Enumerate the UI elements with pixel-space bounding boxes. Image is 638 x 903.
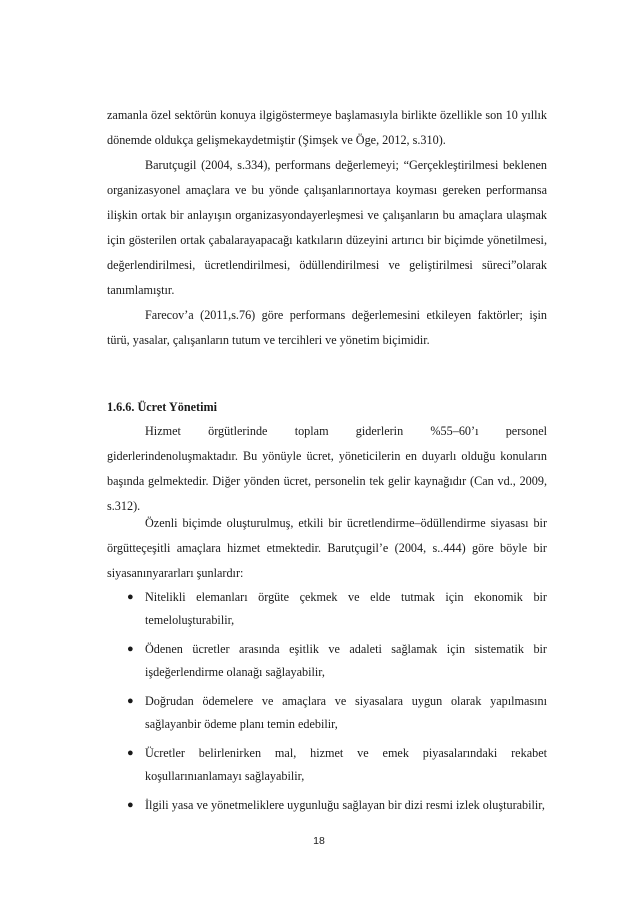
- list-item: [107, 690, 547, 736]
- list-item-text: Nitelikli elemanları örgüte çekmek ve elde tutmak için ekonomik bir temeloluşturabilir,: [145, 590, 547, 627]
- paragraph-intro: zamanla özel sektörün konuya ilgigöstermeye başlamasıyla birlikte özellikle son 10 yıllık dönemde oldukça gelişmekaydetmiştir (Şimşek ve Öge, 2012, s.310).: [107, 108, 547, 147]
- bullet-icon: ●: [127, 643, 134, 655]
- list-item: [107, 794, 547, 817]
- list-item-text: Ödenen ücretler arasında eşitlik ve adaleti sağlamak için sistematik bir işdeğerlendirme olanağı sağlayabilir,: [145, 642, 547, 679]
- page-number: 18: [313, 835, 325, 847]
- list-item: [107, 638, 547, 684]
- paragraph-barutcugil-definition: Barutçugil (2004, s.334), performans değerlemeyi; “Gerçekleştirilmesi beklenen organizasyonel amaçlara ve bu yönde çalışanlarınortaya koyması gereken performansa ilişkin ortak bir anlayışın organizasyondayerleşmesi ve çalışanların bu amaçlara ulaşmak için gösterilen ortak çabalarayapacağı katkıların düzeyini artırıcı bir biçimde yönetilmesi, değerlendirilmesi, ücretlendirilmesi, ödüllendirilmesi ve geliştirilmesi süreci”olarak tanımlamıştır.: [107, 158, 547, 297]
- paragraph-farecov: Farecov’a (2011,s.76) göre performans değerlemesini etkileyen faktörler; işin türü, yasalar, çalışanların tutum ve tercihleri ve yönetim biçimidir.: [107, 308, 547, 347]
- list-item-text: Doğrudan ödemelere ve amaçlara ve siyasalara uygun olarak yapılmasını sağlayanbir ödeme planı temin edebilir,: [145, 694, 547, 731]
- paragraph-ucretlendirme: Özenli biçimde oluşturulmuş, etkili bir ücretlendirme–ödüllendirme siyasası bir örgütteçeşitli amaçlara hizmet etmektedir. Barutçugil’e (2004, s..444) göre böyle bir siyasanınyararları şunlardır:: [107, 516, 547, 580]
- bullet-icon: ●: [127, 747, 134, 759]
- bullet-icon: ●: [127, 591, 134, 603]
- list-item: [107, 586, 547, 632]
- list-item-text: Ücretler belirlenirken mal, hizmet ve emek piyasalarındaki rekabet koşullarınıanlamayı sağlayabilir,: [145, 746, 547, 783]
- bullet-icon: ●: [127, 799, 134, 811]
- bullet-icon: ●: [127, 695, 134, 707]
- benefits-list: [107, 586, 547, 823]
- paragraph-ucret-yonetimi: Hizmet örgütlerinde toplam giderlerin %55–60’ı personel giderlerindenoluşmaktadır. Bu yönüyle ücret, yöneticilerin en duyarlı olduğu konuların başında gelmektedir. Diğer yönden ücret, personelin tek gelir kaynağıdır (Can vd., 2009, s.312).: [107, 424, 547, 513]
- list-item: [107, 742, 547, 788]
- section-heading: 1.6.6. Ücret Yönetimi: [107, 400, 217, 414]
- list-item-text: İlgili yasa ve yönetmeliklere uygunluğu sağlayan bir dizi resmi izlek oluşturabilir,: [145, 798, 545, 812]
